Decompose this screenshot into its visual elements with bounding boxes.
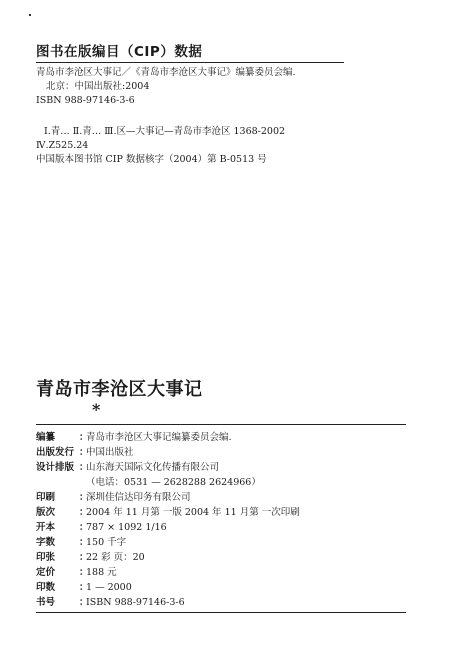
- colophon-label: 版次: [36, 507, 56, 518]
- colophon-value: 787 × 1092 1/16: [86, 522, 167, 533]
- book-title: 青岛市李沧区大事记: [36, 379, 203, 400]
- colophon-label: 印张: [36, 552, 56, 563]
- colophon-label: 印刷: [36, 492, 56, 503]
- colophon-value: 深圳佳信达印务有限公司: [86, 492, 191, 503]
- colophon-value: 山东海天国际文化传播有限公司: [86, 462, 220, 473]
- colophon-value: 188 元: [86, 567, 117, 578]
- colophon-value: ISBN 988-97146-3-6: [86, 597, 185, 608]
- cip-line-isbn: ISBN 988-97146-3-6: [36, 95, 135, 106]
- cip-divider: [36, 62, 344, 63]
- cip-line-subjects: Ⅰ.青… Ⅱ.青… Ⅲ.区—大事记—青岛市李沧区 1368-2002: [44, 126, 286, 137]
- corner-mark: [29, 14, 31, 16]
- cip-line-data-number: 中国版本图书馆 CIP 数据核字（2004）第 B-0513 号: [36, 154, 267, 165]
- colophon-value: 22 彩 页：20: [86, 552, 145, 563]
- colophon-label: 编纂: [36, 432, 56, 443]
- star-mark: *: [92, 400, 101, 419]
- cip-line-author: 青岛市李沧区大事记／《青岛市李沧区大事记》编纂委员会编.: [36, 67, 296, 78]
- colophon-bottom-rule: [36, 612, 406, 613]
- colophon-value: 2004 年 11 月第 一版 2004 年 11 月第 一次印刷: [86, 507, 300, 518]
- colophon-value: 中国出版社: [86, 447, 134, 458]
- colophon-label: 设计排版: [36, 462, 75, 473]
- colophon-label: 开本: [36, 522, 56, 533]
- colophon-value: 150 千字: [86, 537, 127, 548]
- colophon-label: 印数: [36, 582, 56, 593]
- colophon-value: 青岛市李沧区大事记编纂委员会编.: [86, 432, 232, 443]
- colophon-value: 1 — 2000: [86, 582, 132, 593]
- colophon-value: （电话：0531 — 2628288 2624966）: [86, 477, 261, 488]
- colophon-label: 书号: [36, 597, 56, 608]
- colophon-label: 出版发行: [36, 447, 75, 458]
- colophon-label: 字数: [36, 537, 56, 548]
- cip-heading: 图书在版编目（CIP）数据: [36, 44, 203, 60]
- colophon-top-rule: [36, 424, 406, 425]
- cip-line-classification: Ⅳ.Z525.24: [36, 140, 89, 151]
- cip-line-publisher: 北京：中国出版社:2004: [46, 81, 150, 92]
- colophon-label: 定价: [36, 567, 56, 578]
